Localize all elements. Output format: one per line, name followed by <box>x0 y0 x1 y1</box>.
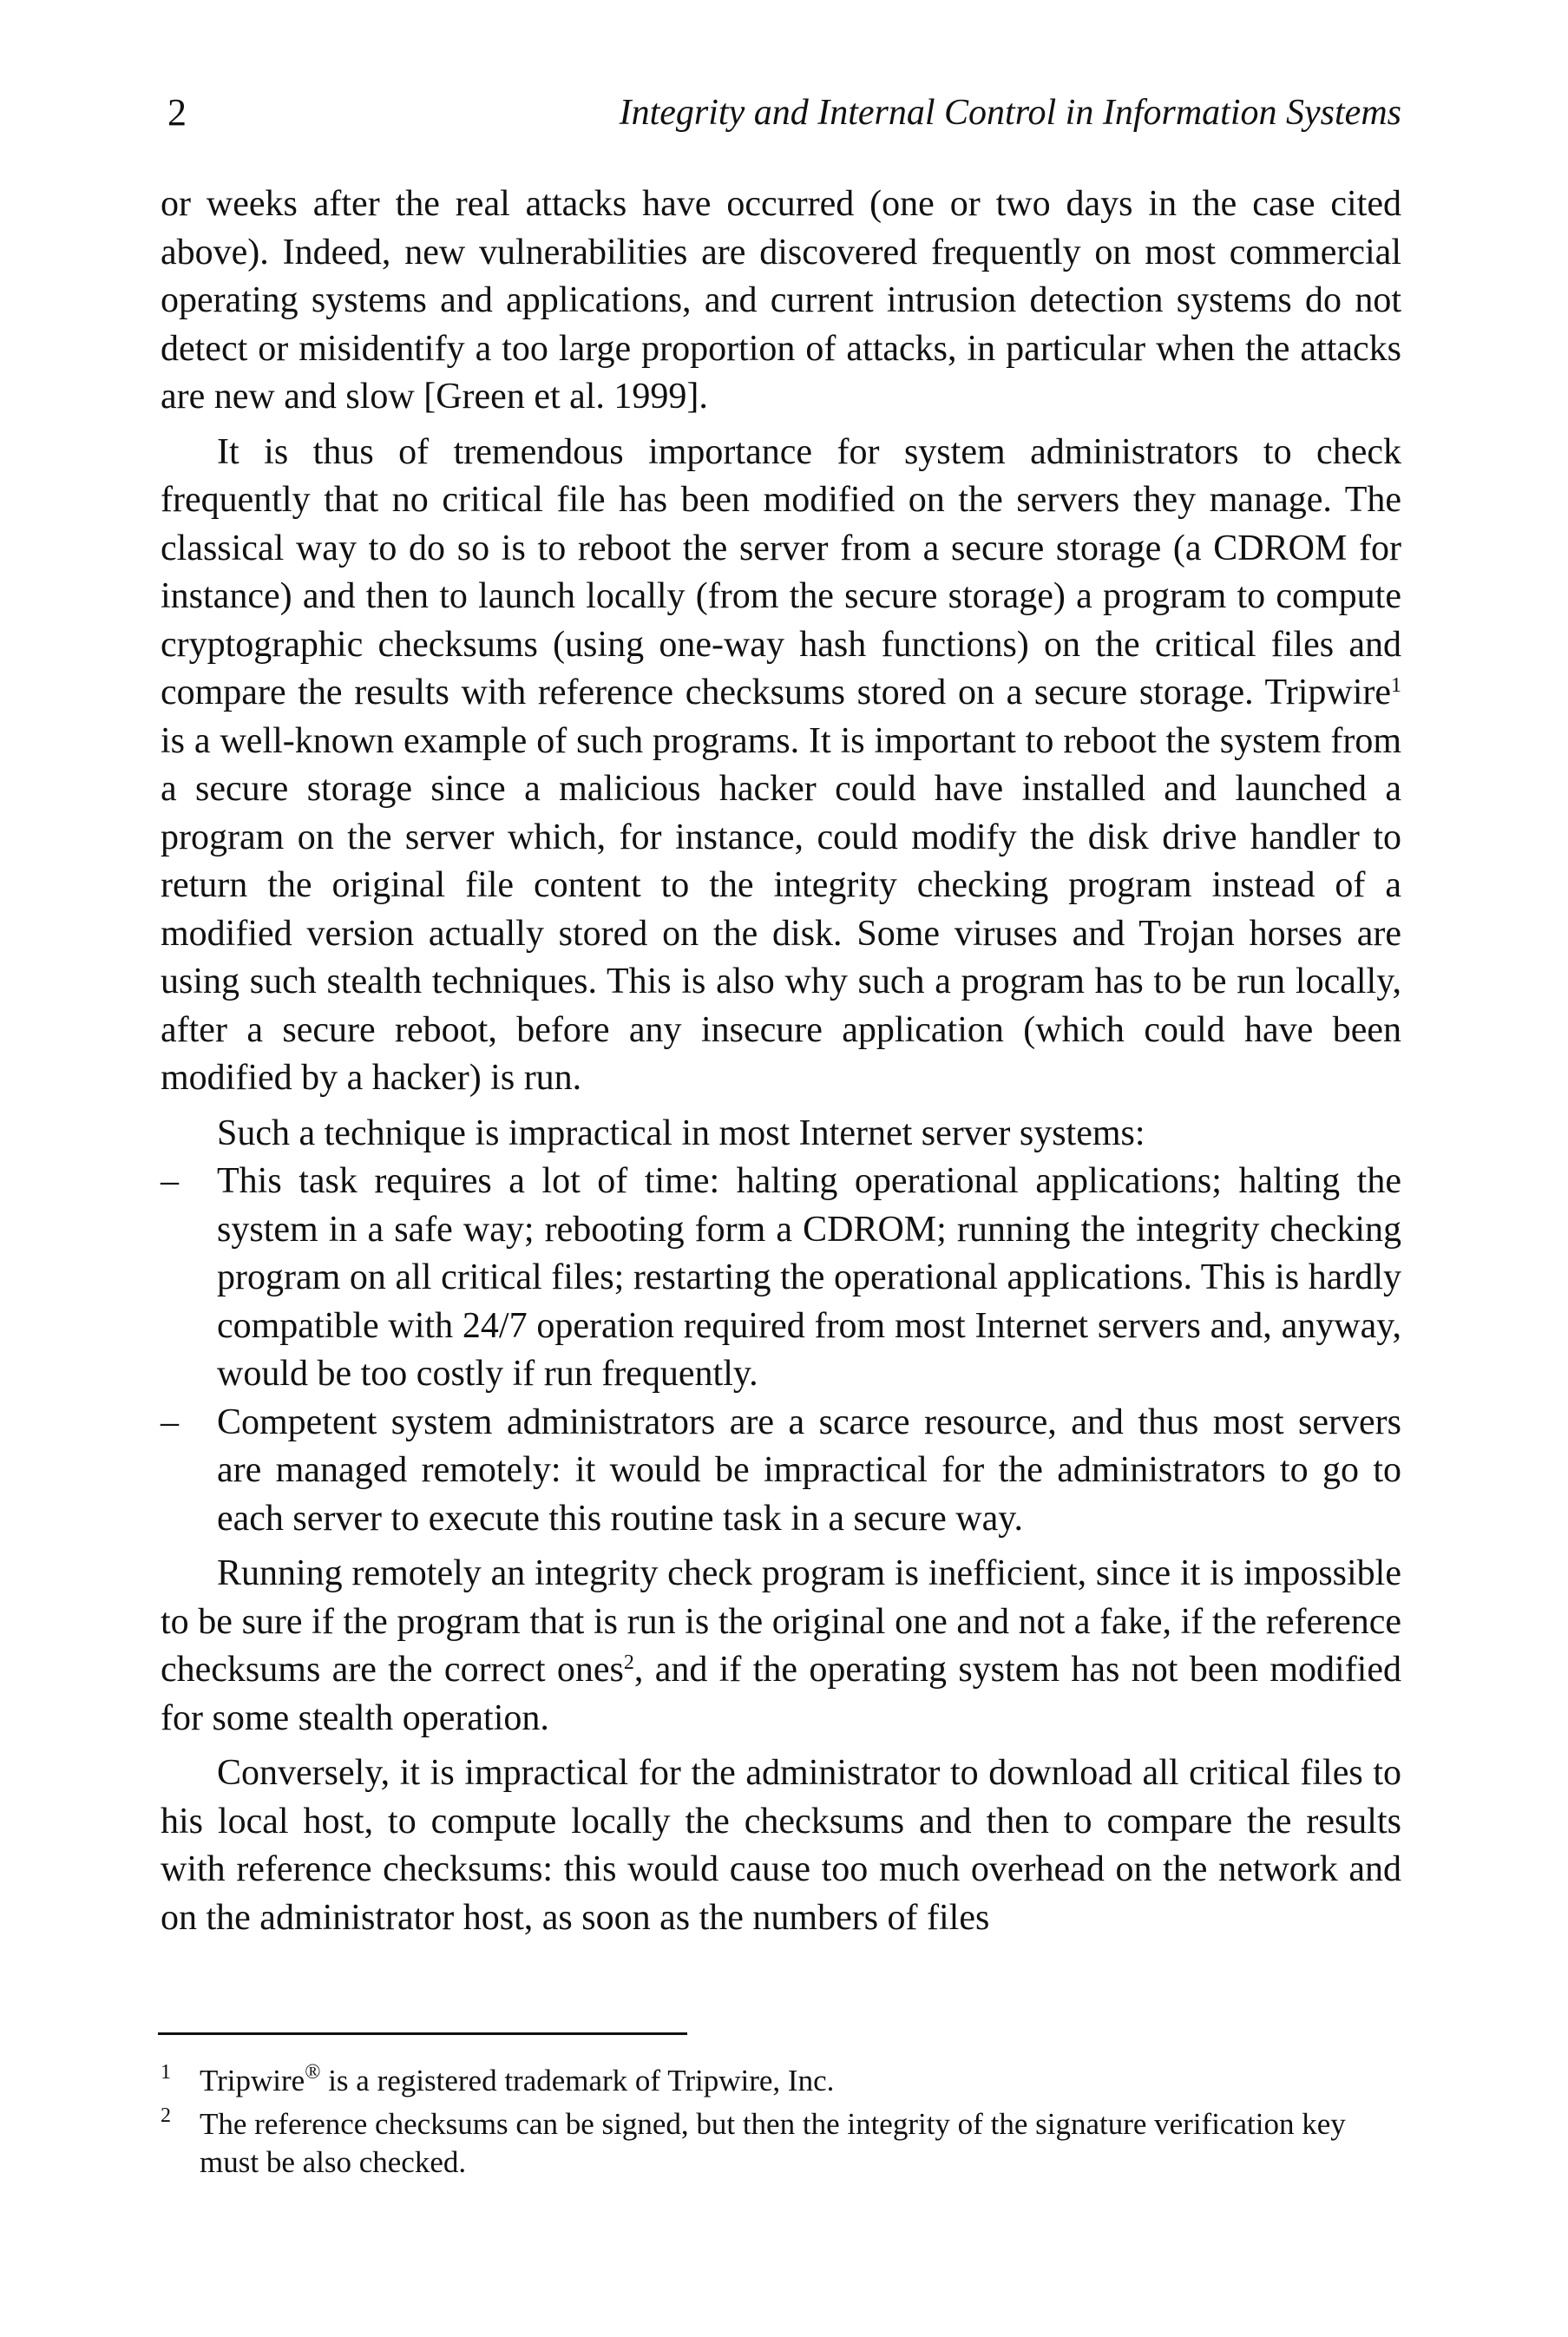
page-header <box>161 87 1401 156</box>
body-text <box>161 181 1401 1949</box>
paragraph-3: Such a technique is impractical in most Internet server systems: <box>217 1113 1145 1153</box>
page-number: 2 <box>167 91 187 134</box>
list-item-text: Competent system administrators are a scarce resource, and thus most servers are managed remotely: it would be impractical for the administrators to go to each server to execute this routine task in a secure way. <box>217 1402 1401 1539</box>
footnote-ref-1: 1 <box>1391 674 1401 697</box>
list-item <box>161 1399 1401 1544</box>
bullet-list <box>161 1158 1401 1543</box>
paragraph-2-text-a: It is thus of tremendous importance for system administrators to check frequently that no critical file has been modified on the servers they manage. The classical way to do so is to reboot the server from a secure storage (a CDROM for instance) and then to launch locally (from the secure storage) a program to compute cryptographic checksums (using one-way hash functions) on the critical files and compare the results with reference checksums stored on a secure storage. Tripwire <box>161 431 1401 712</box>
paragraph-4 <box>161 1550 1401 1743</box>
paragraph-1: or weeks after the real attacks have occurred (one or two days in the case cited above). Indeed, new vulnerabilities are discovered frequently on most commercial operating systems and applications, and current intrusion detection systems do not detect or misidentify a too large proportion of attacks, in particular when the attacks are new and slow [Green et al. 1999]. <box>161 184 1401 417</box>
paragraph-4-text-b: , and if the operating system has not been modified for some stealth operation. <box>161 1650 1401 1738</box>
running-title: Integrity and Internal Control in Information Systems <box>619 93 1401 133</box>
footnote-separator <box>158 2032 687 2035</box>
footnotes <box>161 2062 1401 2187</box>
registered-mark: ® <box>305 2061 321 2084</box>
footnote-2-text: The reference checksums can be signed, but then the integrity of the signature verification key must be also checked. <box>200 2107 1346 2179</box>
dash-bullet: – <box>161 1161 179 1201</box>
footnote-1-text-b: is a registered trademark of Tripwire, Inc. <box>320 2064 835 2097</box>
footnote-2 <box>161 2105 1401 2182</box>
list-item <box>161 1158 1401 1399</box>
paragraph-2-text-b: is a well-known example of such programs. It is important to reboot the system from a secure storage since a malicious hacker could have installed and launched a program on the server which, for instance, could modify the disk drive handler to return the original file content to the integrity checking program instead of a modified version actually stored on the disk. Some viruses and Trojan horses are using such stealth techniques. This is also why such a program has to be run locally, after a secure reboot, before any insecure application (which could have been modified by a hacker) is run. <box>161 720 1401 1098</box>
footnote-2-mark: 2 <box>161 2104 171 2127</box>
list-item-text: This task requires a lot of time: halting operational applications; halting the system in a safe way; rebooting form a CDROM; running the integrity checking program on all critical files; restarting the operational applications. This is hardly compatible with 24/7 operation required from most Internet servers and, anyway, would be too costly if run frequently. <box>217 1161 1401 1394</box>
footnote-1 <box>161 2062 1401 2100</box>
dash-bullet: – <box>161 1402 179 1442</box>
footnote-ref-2: 2 <box>623 1651 634 1674</box>
paragraph-5: Conversely, it is impractical for the administrator to download all critical files to his local host, to compute locally the checksums and then to compare the results with reference checksums: this would cause too much overhead on the network and on the administrator host, as soon as the numbers of files <box>161 1753 1401 1938</box>
paragraph-4-text-a: Running remotely an integrity check program is inefficient, since it is impossible to be sure if the program that is run is the original one and not a fake, if the reference checksums are the correct ones <box>161 1553 1401 1690</box>
footnote-1-mark: 1 <box>161 2061 171 2084</box>
footnote-1-text-a: Tripwire <box>200 2064 305 2097</box>
paragraph-2 <box>161 429 1401 1103</box>
